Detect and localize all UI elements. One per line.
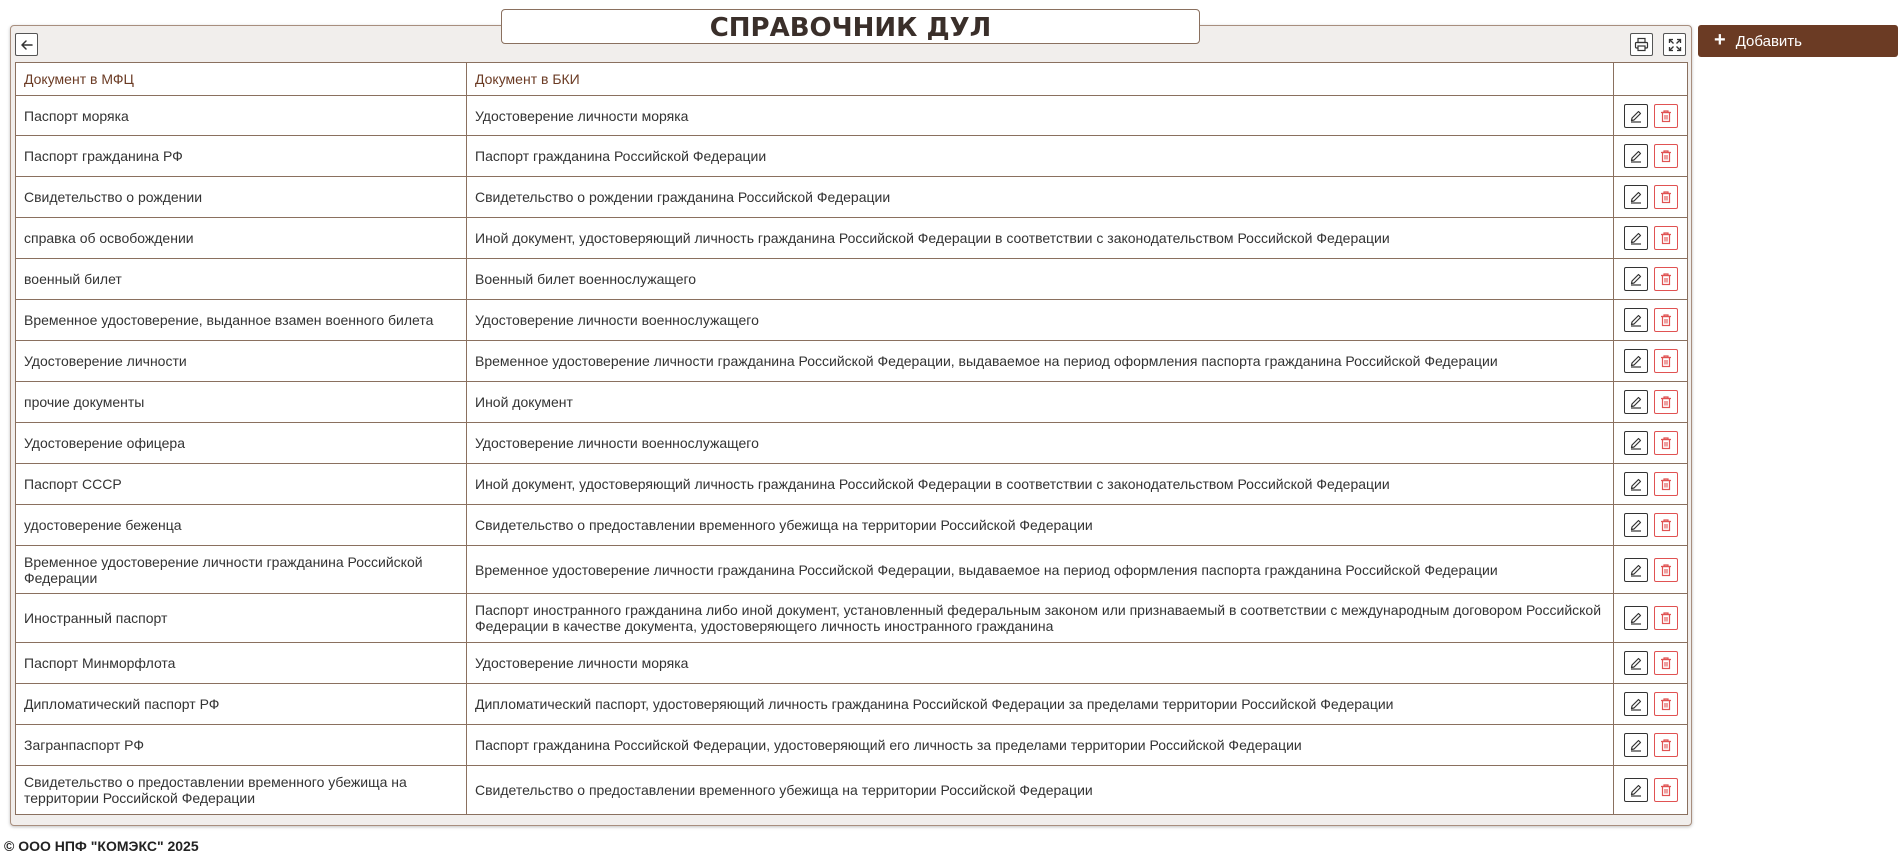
arrow-left-icon	[20, 38, 34, 52]
row-actions	[1614, 308, 1687, 332]
row-actions	[1614, 226, 1687, 250]
cell-actions	[1614, 177, 1688, 218]
trash-icon	[1659, 109, 1673, 123]
trash-icon	[1659, 395, 1673, 409]
row-actions	[1614, 692, 1687, 716]
trash-icon	[1659, 231, 1673, 245]
cell-actions	[1614, 382, 1688, 423]
pencil-icon	[1629, 149, 1643, 163]
table-row[interactable]	[16, 546, 1688, 594]
cell-bki-document: Дипломатический паспорт, удостоверяющий личность гражданина Российской Федерации за пределами территории Российской Федерации	[467, 684, 1614, 725]
table-row[interactable]	[16, 766, 1688, 815]
table-row[interactable]	[16, 643, 1688, 684]
row-actions	[1614, 104, 1687, 128]
pencil-icon	[1629, 109, 1643, 123]
edit-button[interactable]	[1624, 226, 1648, 250]
row-actions	[1614, 472, 1687, 496]
table-row[interactable]	[16, 259, 1688, 300]
edit-button[interactable]	[1624, 733, 1648, 757]
edit-button[interactable]	[1624, 431, 1648, 455]
cell-bki-document: Удостоверение личности моряка	[467, 643, 1614, 684]
trash-icon	[1659, 783, 1673, 797]
table-row[interactable]	[16, 505, 1688, 546]
pencil-icon	[1629, 436, 1643, 450]
trash-icon	[1659, 611, 1673, 625]
edit-button[interactable]	[1624, 390, 1648, 414]
print-button[interactable]	[1630, 33, 1653, 56]
column-header-actions	[1614, 63, 1688, 96]
row-actions	[1614, 431, 1687, 455]
table-row[interactable]	[16, 684, 1688, 725]
column-header-mfc[interactable]: Документ в МФЦ	[16, 63, 467, 96]
pencil-icon	[1629, 477, 1643, 491]
cell-mfc-document: удостоверение беженца	[16, 505, 467, 546]
cell-mfc-document: Паспорт Минморфлота	[16, 643, 467, 684]
delete-button[interactable]	[1654, 267, 1678, 291]
documents-table	[15, 62, 1688, 815]
delete-button[interactable]	[1654, 651, 1678, 675]
trash-icon	[1659, 477, 1673, 491]
delete-button[interactable]	[1654, 104, 1678, 128]
delete-button[interactable]	[1654, 472, 1678, 496]
row-actions	[1614, 778, 1687, 802]
cell-mfc-document: Загранпаспорт РФ	[16, 725, 467, 766]
row-actions	[1614, 558, 1687, 582]
trash-icon	[1659, 149, 1673, 163]
edit-button[interactable]	[1624, 104, 1648, 128]
table-row[interactable]	[16, 594, 1688, 643]
delete-button[interactable]	[1654, 733, 1678, 757]
pencil-icon	[1629, 272, 1643, 286]
trash-icon	[1659, 738, 1673, 752]
cell-bki-document: Свидетельство о предоставлении временного убежища на территории Российской Федерации	[467, 766, 1614, 815]
back-button[interactable]	[15, 33, 38, 56]
table-row[interactable]	[16, 382, 1688, 423]
edit-button[interactable]	[1624, 472, 1648, 496]
title-box	[501, 9, 1200, 44]
cell-mfc-document: Временное удостоверение, выданное взамен военного билета	[16, 300, 467, 341]
pencil-icon	[1629, 656, 1643, 670]
delete-button[interactable]	[1654, 692, 1678, 716]
cell-bki-document: Временное удостоверение личности гражданина Российской Федерации, выдаваемое на период оформления паспорта гражданина Российской Федерации	[467, 546, 1614, 594]
edit-button[interactable]	[1624, 692, 1648, 716]
cell-mfc-document: Временное удостоверение личности гражданина Российской Федерации	[16, 546, 467, 594]
pencil-icon	[1629, 738, 1643, 752]
cell-actions	[1614, 684, 1688, 725]
table-row[interactable]	[16, 300, 1688, 341]
expand-icon	[1668, 38, 1682, 52]
edit-button[interactable]	[1624, 606, 1648, 630]
cell-actions	[1614, 341, 1688, 382]
table-row[interactable]	[16, 177, 1688, 218]
row-actions	[1614, 513, 1687, 537]
cell-bki-document: Удостоверение личности моряка	[467, 96, 1614, 136]
edit-button[interactable]	[1624, 558, 1648, 582]
cell-mfc-document: Свидетельство о рождении	[16, 177, 467, 218]
trash-icon	[1659, 563, 1673, 577]
printer-icon	[1634, 37, 1649, 52]
delete-button[interactable]	[1654, 144, 1678, 168]
edit-button[interactable]	[1624, 144, 1648, 168]
pencil-icon	[1629, 783, 1643, 797]
table-row[interactable]	[16, 464, 1688, 505]
row-actions	[1614, 349, 1687, 373]
cell-actions	[1614, 594, 1688, 643]
pencil-icon	[1629, 190, 1643, 204]
cell-actions	[1614, 725, 1688, 766]
add-button-label: Добавить	[1735, 32, 1802, 50]
cell-actions	[1614, 643, 1688, 684]
delete-button[interactable]	[1654, 390, 1678, 414]
cell-actions	[1614, 766, 1688, 815]
row-actions	[1614, 267, 1687, 291]
expand-button[interactable]	[1663, 33, 1686, 56]
cell-mfc-document: военный билет	[16, 259, 467, 300]
cell-mfc-document: Удостоверение личности	[16, 341, 467, 382]
trash-icon	[1659, 656, 1673, 670]
trash-icon	[1659, 313, 1673, 327]
cell-bki-document: Временное удостоверение личности гражданина Российской Федерации, выдаваемое на период оформления паспорта гражданина Российской Федерации	[467, 341, 1614, 382]
table-row[interactable]	[16, 423, 1688, 464]
plus-icon: +	[1714, 29, 1726, 51]
page-title: СПРАВОЧНИК ДУЛ	[709, 12, 992, 43]
cell-mfc-document: Дипломатический паспорт РФ	[16, 684, 467, 725]
edit-button[interactable]	[1624, 185, 1648, 209]
cell-actions	[1614, 136, 1688, 177]
cell-bki-document: Военный билет военнослужащего	[467, 259, 1614, 300]
trash-icon	[1659, 436, 1673, 450]
cell-bki-document: Удостоверение личности военнослужащего	[467, 300, 1614, 341]
delete-button[interactable]	[1654, 349, 1678, 373]
cell-bki-document: Иной документ, удостоверяющий личность гражданина Российской Федерации в соответствии с законодательством Российской Федерации	[467, 218, 1614, 259]
pencil-icon	[1629, 697, 1643, 711]
row-actions	[1614, 651, 1687, 675]
table-row[interactable]	[16, 341, 1688, 382]
cell-bki-document: Свидетельство о предоставлении временного убежища на территории Российской Федерации	[467, 505, 1614, 546]
cell-actions	[1614, 259, 1688, 300]
trash-icon	[1659, 354, 1673, 368]
trash-icon	[1659, 697, 1673, 711]
cell-actions	[1614, 546, 1688, 594]
delete-button[interactable]	[1654, 778, 1678, 802]
delete-button[interactable]	[1654, 308, 1678, 332]
cell-bki-document: Паспорт гражданина Российской Федерации, удостоверяющий его личность за пределами территории Российской Федерации	[467, 725, 1614, 766]
cell-mfc-document: Паспорт СССР	[16, 464, 467, 505]
table-body	[16, 96, 1688, 815]
add-button[interactable]	[1698, 25, 1898, 57]
delete-button[interactable]	[1654, 226, 1678, 250]
row-actions	[1614, 185, 1687, 209]
cell-actions	[1614, 300, 1688, 341]
table-row[interactable]	[16, 725, 1688, 766]
pencil-icon	[1629, 563, 1643, 577]
cell-bki-document: Иной документ	[467, 382, 1614, 423]
trash-icon	[1659, 518, 1673, 532]
edit-button[interactable]	[1624, 778, 1648, 802]
cell-mfc-document: Удостоверение офицера	[16, 423, 467, 464]
cell-bki-document: Паспорт иностранного гражданина либо иной документ, установленный федеральным законом или признаваемый в соответствии с международным договором Российской Федерации в качестве документа, удостоверяющего личность иностранного гражданина	[467, 594, 1614, 643]
edit-button[interactable]	[1624, 651, 1648, 675]
table-row[interactable]	[16, 218, 1688, 259]
edit-button[interactable]	[1624, 349, 1648, 373]
pencil-icon	[1629, 313, 1643, 327]
pencil-icon	[1629, 611, 1643, 625]
edit-button[interactable]	[1624, 308, 1648, 332]
cell-mfc-document: справка об освобождении	[16, 218, 467, 259]
cell-mfc-document: Свидетельство о предоставлении временного убежища на территории Российской Федерации	[16, 766, 467, 815]
copyright: © ООО НПФ "КОМЭКС" 2025	[4, 838, 199, 854]
cell-actions	[1614, 96, 1688, 136]
cell-actions	[1614, 464, 1688, 505]
pencil-icon	[1629, 354, 1643, 368]
delete-button[interactable]	[1654, 185, 1678, 209]
table-row[interactable]	[16, 96, 1688, 136]
edit-button[interactable]	[1624, 267, 1648, 291]
pencil-icon	[1629, 231, 1643, 245]
trash-icon	[1659, 272, 1673, 286]
row-actions	[1614, 733, 1687, 757]
delete-button[interactable]	[1654, 513, 1678, 537]
trash-icon	[1659, 190, 1673, 204]
pencil-icon	[1629, 395, 1643, 409]
cell-mfc-document: Паспорт моряка	[16, 96, 467, 136]
delete-button[interactable]	[1654, 431, 1678, 455]
delete-button[interactable]	[1654, 606, 1678, 630]
row-actions	[1614, 390, 1687, 414]
edit-button[interactable]	[1624, 513, 1648, 537]
column-header-bki[interactable]: Документ в БКИ	[467, 63, 1614, 96]
cell-actions	[1614, 423, 1688, 464]
cell-mfc-document: Иностранный паспорт	[16, 594, 467, 643]
delete-button[interactable]	[1654, 558, 1678, 582]
cell-bki-document: Свидетельство о рождении гражданина Российской Федерации	[467, 177, 1614, 218]
table-row[interactable]	[16, 136, 1688, 177]
row-actions	[1614, 606, 1687, 630]
row-actions	[1614, 144, 1687, 168]
cell-mfc-document: Паспорт гражданина РФ	[16, 136, 467, 177]
cell-mfc-document: прочие документы	[16, 382, 467, 423]
cell-actions	[1614, 505, 1688, 546]
cell-bki-document: Удостоверение личности военнослужащего	[467, 423, 1614, 464]
pencil-icon	[1629, 518, 1643, 532]
cell-bki-document: Иной документ, удостоверяющий личность гражданина Российской Федерации в соответствии с законодательством Российской Федерации	[467, 464, 1614, 505]
cell-bki-document: Паспорт гражданина Российской Федерации	[467, 136, 1614, 177]
cell-actions	[1614, 218, 1688, 259]
table-header-row	[16, 63, 1688, 96]
